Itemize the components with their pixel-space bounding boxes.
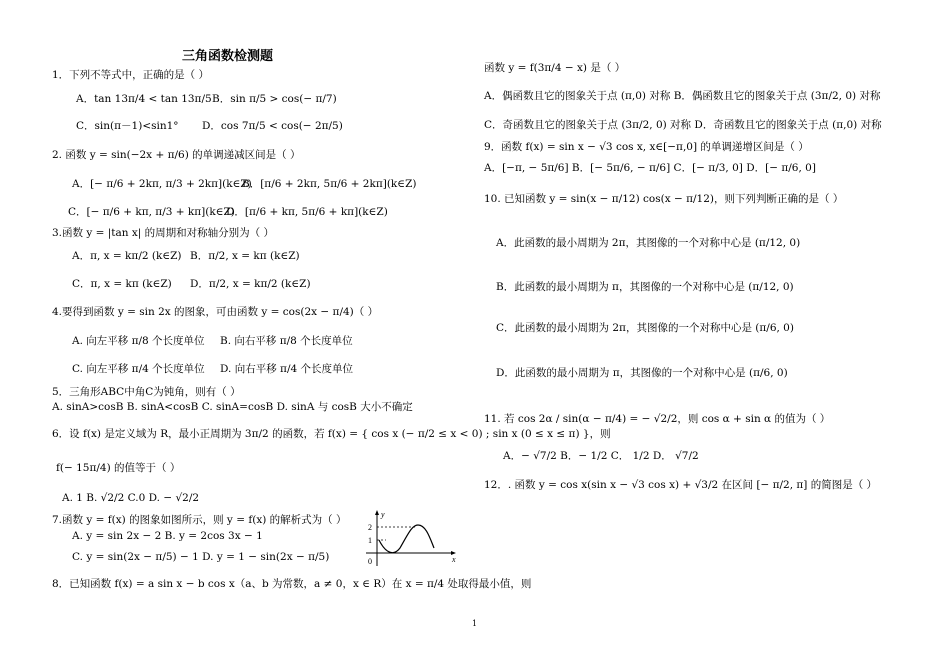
left-line-l3: B．sin π/5 > cos(− π/7) <box>212 93 337 105</box>
left-line-l28: C. y = sin(2x − π/5) − 1 D. y = 1 − sin(2x − π/5) <box>72 551 330 563</box>
left-line-l16: 4.要得到函数 y = sin 2x 的图象，可由函数 y = cos(2x − π/4)（ ） <box>52 306 379 318</box>
right-line-r1: 函数 y = f(3π/4 − x) 是（ ） <box>484 62 626 74</box>
right-line-r11: 11. 若 cos 2α / sin(α − π/4) = − √2/2，则 cos α + sin α 的值为（ ） <box>484 413 831 425</box>
left-line-l18: B. 向右平移 π/8 个长度单位 <box>220 335 353 347</box>
left-line-l24: f(− 15π/4) 的值等于（ ） <box>56 462 181 474</box>
right-line-r9: C．此函数的最小周期为 2π，其图像的一个对称中心是 (π/6, 0) <box>496 322 794 334</box>
right-line-r4: 9．函数 f(x) = sin x − √3 cos x, x∈[−π,0] 的单调递增区间是（ ） <box>484 141 809 153</box>
origin-label: 0 <box>368 557 372 566</box>
left-line-l17: A. 向左平移 π/8 个长度单位 <box>72 335 205 347</box>
right-line-r12: A．− √7/2 B．− 1/2 C． 1/2 D． √7/2 <box>503 450 699 462</box>
left-line-l22: A. sinA>cosB B. sinA<cosB C. sinA=cosB D. sinA 与 cosB 大小不确定 <box>52 401 413 413</box>
left-line-l6: 2. 函数 y = sin(−2x + π/6) 的单调递减区间是（ ） <box>52 149 301 161</box>
right-line-r10: D．此函数的最小周期为 π，其图像的一个对称中心是 (π/6, 0) <box>496 367 788 379</box>
right-line-r8: B．此函数的最小周期为 π，其图像的一个对称中心是 (π/12, 0) <box>496 281 794 293</box>
left-line-l10: D．[π/6 + kπ, 5π/6 + kπ](k∈Z) <box>226 206 388 218</box>
left-line-l7: A．[− π/6 + 2kπ, π/3 + 2kπ](k∈Z) <box>72 178 252 190</box>
left-line-l25: A. 1 B. √2/2 C.0 D. − √2/2 <box>62 492 200 504</box>
left-line-l9: C．[− π/6 + kπ, π/3 + kπ](k∈Z) <box>68 206 235 218</box>
page-title: 三角函数检测题 <box>182 49 274 64</box>
left-line-l26: 7.函数 y = f(x) 的图象如图所示，则 y = f(x) 的解析式为（ ） <box>52 514 347 526</box>
y-axis-label: y <box>381 510 385 519</box>
left-line-l2: A．tan 13π/4 < tan 13π/5 <box>76 93 212 105</box>
left-line-l4: C．sin(π－1)<sin1° <box>76 120 179 132</box>
left-line-l20: D. 向右平移 π/4 个长度单位 <box>220 363 354 375</box>
left-line-l11: 3.函数 y = |tan x| 的周期和对称轴分别为（ ） <box>52 227 275 239</box>
y-tick-2: 2 <box>368 523 372 532</box>
left-line-l1: 1．下列不等式中，正确的是（ ） <box>52 69 210 81</box>
right-line-r5: A．[−π, − 5π/6] B．[− 5π/6, − π/6] C．[− π/3, 0] D．[− π/6, 0] <box>484 162 816 174</box>
right-line-r7: A．此函数的最小周期为 2π，其图像的一个对称中心是 (π/12, 0) <box>496 237 801 249</box>
right-line-r2: A．偶函数且它的图象关于点 (π,0) 对称 B．偶函数且它的图象关于点 (3π/2, 0) 对称 <box>484 90 881 102</box>
left-line-l8: B．[π/6 + 2kπ, 5π/6 + 2kπ](k∈Z) <box>242 178 417 190</box>
left-line-l21: 5．三角形ABC中角C为钝角，则有（ ） <box>52 386 241 398</box>
left-line-l29: 8．已知函数 f(x) = a sin x − b cos x（a、b 为常数，a ≠ 0，x ∈ R）在 x = π/4 处取得最小值，则 <box>52 578 532 590</box>
x-axis-label: x <box>452 555 456 564</box>
left-line-l27: A. y = sin 2x − 2 B. y = 2cos 3x − 1 <box>72 530 263 542</box>
right-line-r6: 10. 已知函数 y = sin(x − π/12) cos(x − π/12)，则下列判断正确的是（ ） <box>484 193 844 205</box>
y-tick-1: 1 <box>368 536 372 545</box>
left-line-l12: A．π, x = kπ/2 (k∈Z) <box>72 250 182 262</box>
page-number: 1 <box>472 619 478 628</box>
left-line-l5: D．cos 7π/5 < cos(− 2π/5) <box>202 120 343 132</box>
y-axis-arrow <box>375 510 379 515</box>
right-line-r3: C．奇函数且它的图象关于点 (3π/2, 0) 对称 D．奇函数且它的图象关于点 (π,0) 对称 <box>484 119 882 131</box>
left-line-l15: D．π/2, x = kπ/2 (k∈Z) <box>190 278 311 290</box>
left-line-l23: 6．设 f(x) 是定义域为 R，最小正周期为 3π/2 的函数，若 f(x) = { cos x (− π/2 ≤ x < 0) ; sin x (0 ≤ x ≤ π) }，则 <box>52 428 611 440</box>
function-graph <box>362 508 462 570</box>
left-line-l19: C. 向左平移 π/4 个长度单位 <box>72 363 205 375</box>
sine-curve <box>379 525 434 553</box>
right-line-r13: 12．. 函数 y = cos x(sin x − √3 cos x) + √3/2 在区间 [− π/2, π] 的简图是（ ） <box>484 479 878 491</box>
left-line-l13: B．π/2, x = kπ (k∈Z) <box>190 250 300 262</box>
left-line-l14: C．π, x = kπ (k∈Z) <box>72 278 172 290</box>
